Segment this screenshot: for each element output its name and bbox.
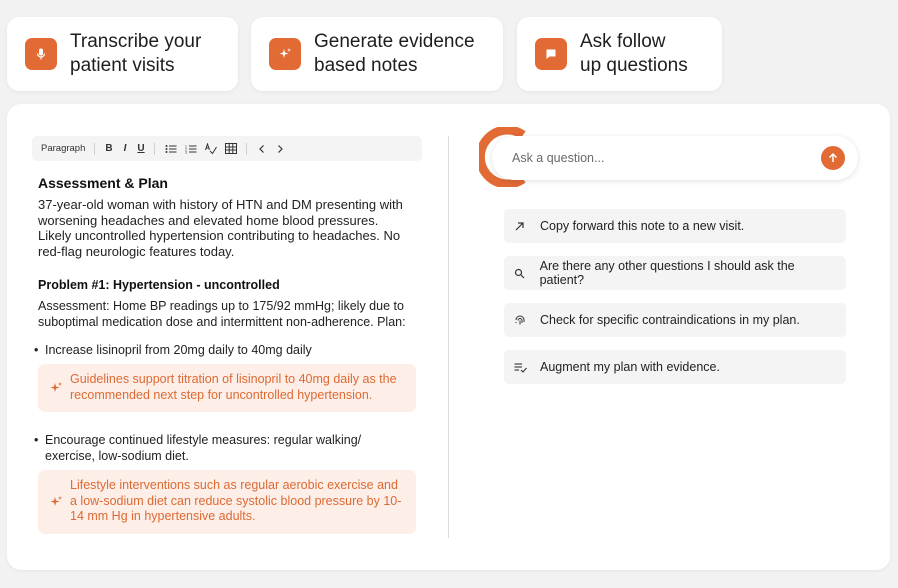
sparkle-icon: [49, 495, 63, 514]
chat-bubble-icon: [535, 38, 567, 70]
suggestion-augment-plan[interactable]: [504, 350, 846, 384]
microphone-icon: [25, 38, 57, 70]
undo-chevron-left-icon[interactable]: [258, 144, 266, 154]
fingerprint-icon: [514, 314, 532, 326]
suggestion-label: Check for specific contraindications in my plan.: [540, 313, 800, 327]
svg-text:2: 2: [184, 147, 187, 151]
redo-chevron-right-icon[interactable]: [276, 144, 284, 154]
editor-toolbar: [32, 136, 422, 161]
list-check-icon: [514, 362, 532, 373]
problem-assessment[interactable]: Assessment: Home BP readings up to 175/92 mmHg; likely due to suboptimal medication dose and intermittent non-adherence. Plan:: [38, 299, 406, 329]
evidence-text-1: Guidelines support titration of lisinopril to 40mg daily as the recommended next step for uncontrolled hypertension.: [70, 372, 397, 402]
note-summary[interactable]: 37-year-old woman with history of HTN and DM presenting with worsening headaches and elevated home blood pressures. Likely uncontrolled hypertension contributing to headaches. No red-flag neurologic features today.: [38, 197, 403, 259]
svg-text:3: 3: [184, 150, 187, 154]
numbered-list-icon[interactable]: [185, 144, 197, 154]
sparkle-icon: [49, 381, 63, 400]
suggestion-contraindications[interactable]: [504, 303, 846, 337]
sparkle-icon: [269, 38, 301, 70]
suggestion-label: Copy forward this note to a new visit.: [540, 219, 745, 233]
plan-bullet-2[interactable]: • Encourage continued lifestyle measures: regular walking/ exercise, low-sodium diet.: [45, 433, 385, 464]
bold-button[interactable]: B: [105, 143, 113, 154]
toolbar-separator: [246, 143, 247, 155]
ask-question-input[interactable]: [512, 151, 802, 165]
feature-card-ask-questions[interactable]: [517, 17, 722, 91]
underline-button[interactable]: U: [137, 143, 145, 154]
feature-label-generate-notes: Generate evidence based notes: [314, 31, 475, 76]
problem-title: Problem #1: Hypertension - uncontrolled: [38, 278, 280, 292]
svg-text:1: 1: [184, 144, 187, 148]
suggestion-label: Are there any other questions I should ask the patient?: [539, 259, 795, 287]
suggestion-other-questions[interactable]: [504, 256, 846, 290]
evidence-callout-2: [38, 470, 416, 534]
paragraph-style-select[interactable]: Paragraph: [41, 143, 86, 154]
note-heading: Assessment & Plan: [38, 175, 168, 191]
bullet-list-icon[interactable]: [165, 144, 177, 154]
feature-card-transcribe[interactable]: [7, 17, 238, 91]
toolbar-separator: [154, 143, 155, 155]
panel-divider: [448, 136, 449, 538]
feature-label-ask-questions: Ask follow up questions: [580, 31, 688, 76]
search-icon: [514, 268, 532, 279]
evidence-text-2: Lifestyle interventions such as regular aerobic exercise and a low-sodium diet can reduce systolic blood pressure by 10-14 mm Hg in hypertensive adults.: [70, 478, 402, 523]
table-icon[interactable]: [225, 143, 237, 154]
evidence-callout-1: [38, 364, 416, 412]
send-button[interactable]: [821, 146, 845, 170]
plan-bullet-1[interactable]: • Increase lisinopril from 20mg daily to 40mg daily: [45, 343, 390, 359]
suggestion-copy-forward[interactable]: [504, 209, 846, 243]
feature-card-generate-notes[interactable]: [251, 17, 503, 91]
feature-label-transcribe: Transcribe your patient visits: [70, 31, 202, 76]
main-panel: [7, 104, 890, 570]
suggestion-label: Augment my plan with evidence.: [540, 360, 720, 374]
ask-question-box: [492, 136, 858, 180]
toolbar-separator: [94, 143, 95, 155]
spellcheck-icon[interactable]: [205, 143, 217, 154]
arrow-up-icon: [827, 152, 839, 164]
arrow-up-right-icon: [514, 221, 532, 232]
italic-button[interactable]: I: [123, 143, 127, 154]
